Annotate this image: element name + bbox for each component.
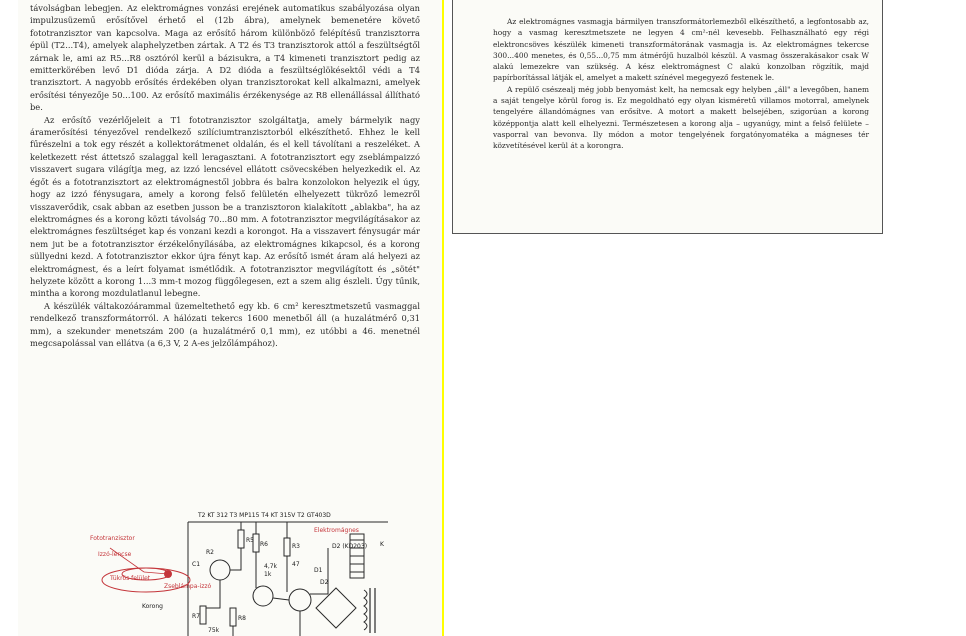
label-k: K: [380, 541, 384, 548]
label-d1: D1: [314, 567, 323, 574]
label-c1: C1: [192, 561, 201, 568]
transistor-t2: [210, 560, 230, 580]
right-paragraph-2: A repülő csészealj még jobb benyomást kelt, ha nemcsak egy helyben „áll" a levegőben, hanem a saját tengelye körül forog is. Ez megoldható egy olyan kisméretű villamos motorral, amelynek tengelyére állandómágnes van erősítve. A motort a makett belsejében, szigorúan a korong középpontja alatt kell elhelyezni. Természetesen a korong alja – ugyanúgy, mint a felső felülete – vasporral van bevonva. Ily módon a motor tengelyének forgatónyomatéka a mágneses tér közvetítésével kerül át a korongra.: [493, 84, 869, 151]
label-korong: Korong: [142, 603, 163, 610]
label-izzo-lencse: Izzó-lencse: [98, 551, 132, 558]
transformer-winding: [364, 590, 367, 630]
transistor-t3: [253, 586, 273, 606]
resistor-r8: [230, 608, 236, 626]
label-r5: R5: [246, 537, 254, 544]
circuit-diagram-svg: [88, 508, 388, 636]
label-zseblampa: Zseblámpa-izzó: [164, 583, 212, 590]
label-diode-code: D2 (KD203): [332, 543, 368, 550]
label-d2: D2: [320, 579, 329, 586]
resistor-r5: [238, 530, 244, 548]
resistor-r7: [200, 606, 206, 624]
label-r3: R3: [292, 543, 300, 550]
label-value-47: 47: [292, 561, 300, 568]
right-paragraph-1: Az elektromágnes vasmagja bármilyen transzformátorlemezből elkészíthető, a legfontosabb az, hogy a vasmag keresztmetszete ne legyen 4 cm²-nél kevesebb. Felhasználható egy régi elektroncsöves készülék kimeneti transzformátorának vasmagja is. Az elektromágnes tekercse 300...400 menetes, és 0,55...0,75 mm átmérőjű huzalból készül. A vasmag összerakásakor csak W alakú lemezekre van szükség. A kész elektromágnest C alakú konzolban rögzítik, majd papírborítással látják el, amelyet a makett színével megegyező festenek le.: [493, 17, 869, 83]
transistor-t4: [289, 589, 311, 611]
diagram-top-parts-label: T2 KT 312 T3 MP115 T4 KT 315V T2 GT403D: [198, 512, 331, 519]
label-r7: R7: [192, 613, 200, 620]
left-paragraph-1: távolságban lebegjen. Az elektromágnes vonzási erejének automatikus szabályozása olyan impulzusüzemű erősítővel érhető el (12b ábra), amelynek bemenetére követő fototranzisztor van kapcsolva. Maga az erősítő három különböző felépítésű tranzisztorra épül (T2...T4), amelyek alaphelyzetben zártak. A T2 és T3 tranzisztorok attól a feszültségtől zárnak le, ami az R5...R8 osztóról kerül a bázisukra, a T4 kimeneti tranzisztort pedig az emitterkörében levő D1 dióda zárja. A D2 dióda a feszültséglökésektől védi a T4 tranzisztort. A nagyobb erősítés érdekében olyan tranzisztorokat kell alkalmazni, amelyek erősítési tényezője 50...100. Az erősítő maximális érzékenysége az R8 ellenállással állítható be.: [30, 3, 420, 113]
resistor-r3: [284, 538, 290, 556]
label-value-4k7: 4,7k: [264, 563, 278, 570]
left-text-column: [30, 2, 420, 349]
page-gutter-edge: [442, 0, 444, 636]
label-r6: R6: [260, 541, 268, 548]
label-value-1k: 1k: [264, 571, 272, 578]
left-paragraph-3: A készülék váltakozóárammal üzemeltethető egy kb. 6 cm² keresztmetszetű vasmaggal rendelkező transzformátorról. A hálózati tekercs 1600 menetből áll (a huzalátmérő 0,31 mm), a szekunder menetszám 200 (a huzalátmérő 0,1 mm), ez utóbbi a 46. menetnél megcsapolással van ellátva (a 6,3 V, 2 A-es jelzőlámpához).: [30, 300, 420, 348]
circuit-diagram: [88, 508, 388, 636]
right-page: [452, 0, 883, 234]
label-r2: R2: [206, 549, 214, 556]
right-text-column: [493, 16, 869, 152]
left-page: [18, 0, 443, 636]
label-r8: R8: [238, 615, 246, 622]
left-paragraph-2: Az erősítő vezérlőjeleit a T1 fototranzisztor szolgáltatja, amely bármelyik nagy áramerősítési tényezővel rendelkező szilíciumtranzisztorból elkészíthető. Ehhez le kell fűrészelni a tok egy részét a kollektorátmenet oldalán, és el kell távolítani a reszeléket. A keletkezett rést áttetsző szalaggal kell leragasztani. A fototranzisztort egy zseblámpaizzó visszavert sugara világítja meg, az izzó lencsével ellátott csövecskében helyezkedik el. Az égőt és a fototranzisztort az elektromágnestől jobbra és balra konzolokon helyezik el úgy, hogy az izzó fénysugara, amely a korong felső felületén elhelyezett tükröző lemezről visszaverődik, csak abban az esetben jusson be a tranzisztoron kialakított „ablakba", ha az elektromágnes és a korong közti távolság 70...80 mm. A fototranzisztor megvilágításakor az elektromágnes feszültséget kap és vonzani kezdi a korongot. Ha a visszavert fénysugár már nem jut be a fototranzisztor érzékelőnyílásába, az elektromágnes kikapcsol, és a korong süllyedni kezd. A fototranzisztor ekkor újra fényt kap. Az erősítő ismét áram alá helyezi az elektromágnest, és a leírt folyamat ismétlődik. A fototranzisztor megvilágított és „sötét" helyzete között a korong 1...3 mm-t mozog függőlegesen, ezt a szem alig észleli. Úgy tűnik, mintha a korong mozdulatlanul lebegne.: [30, 114, 420, 299]
label-fototranzisztor: Fototranzisztor: [90, 535, 135, 542]
label-value-75k: 75k: [208, 627, 220, 634]
label-tukros-felulet: Tükrös felület: [110, 575, 151, 582]
label-elektromagnes: Elektromágnes: [314, 527, 359, 534]
